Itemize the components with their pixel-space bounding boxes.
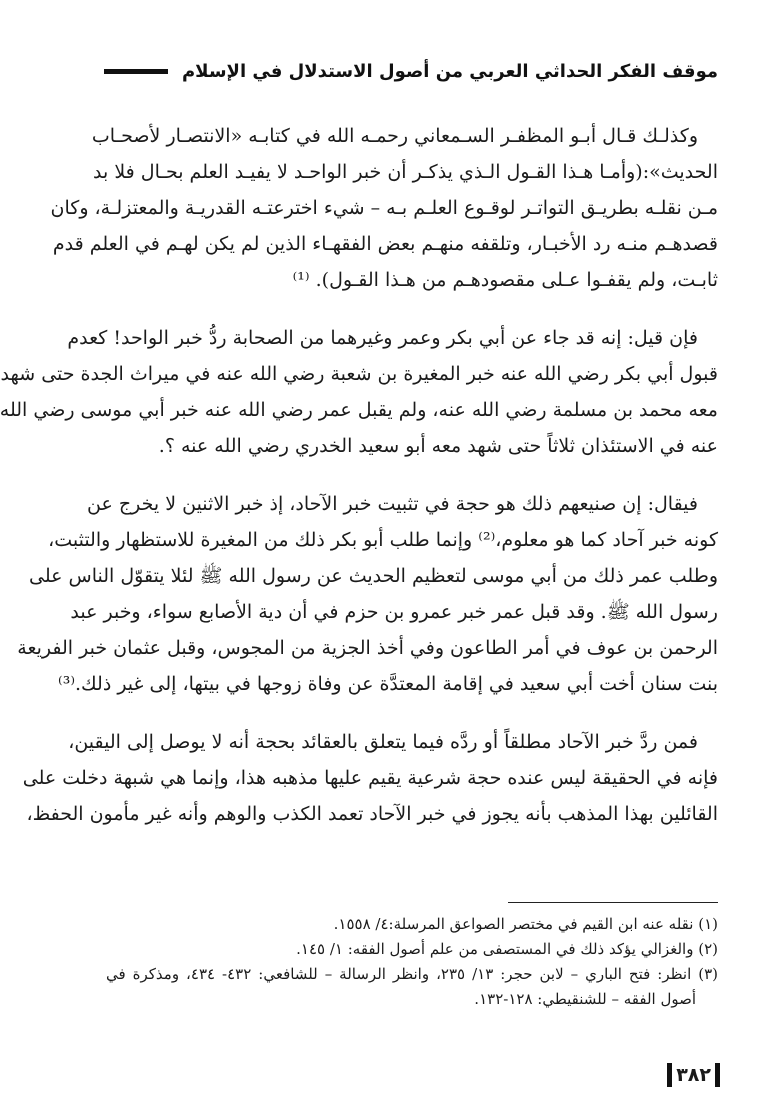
text-line: القائلين بهذا المذهب بأنه يجوز في خبر الآحاد تعمد الكذب والوهم وأنه غير مأمون الحفظ، xyxy=(26,803,718,825)
text-line: رسول الله ﷺ. وقد قبل عمر خبر عمرو بن حزم في أن دية الأصابع سواء، وخبر عبد xyxy=(70,601,718,623)
running-header xyxy=(104,56,718,86)
header-title: موقف الفكر الحداثي العربي من أصول الاستدلال في الإسلام xyxy=(181,60,718,82)
text-line: فمن ردَّ خبر الآحاد مطلقاً أو ردَّه فيما يتعلق بالعقائد بحجة أنه لا يوصل إلى اليقين، xyxy=(68,731,698,753)
text-line: فيقال: إن صنيعهم ذلك هو حجة في تثبيت خبر الآحاد، إذ خبر الاثنين لا يخرج عن xyxy=(87,493,698,515)
footnotes xyxy=(106,912,718,1012)
text-line: وطلب عمر ذلك من أبي موسى لتعظيم الحديث عن رسول الله ﷺ لئلا يتقوّل الناس على xyxy=(29,565,718,587)
body-text xyxy=(0,118,718,854)
paragraph-1 xyxy=(50,118,718,298)
text-line: فإن قيل: إنه قد جاء عن أبي بكر وعمر وغيرهما من الصحابة ردُّ خبر الواحد! كعدم xyxy=(67,327,698,349)
header-rule xyxy=(104,69,168,74)
paragraph-3 xyxy=(17,486,718,702)
text-line: ثابـت، ولم يقفـوا عـلى مقصودهـم من هـذا القـول). ⁽¹⁾ xyxy=(292,269,718,291)
text-line: فإنه في الحقيقة ليس عنده حجة شرعية يقيم عليها مذهبه هذا، وإنما هي شبهة دخلت على xyxy=(22,767,718,789)
paragraph-2 xyxy=(0,320,718,464)
footnote-2: (٢) والغزالي يؤكد ذلك في المستصفى من علم أصول الفقه: ١/ ١٤٥. xyxy=(296,940,718,958)
paragraph-4 xyxy=(22,724,718,832)
text-line: الحديث»:(وأمـا هـذا القـول الـذي يذكـر أن خبر الواحـد لا يفيـد العلم بحـال فلا بد xyxy=(93,161,718,183)
text-line: الرحمن بن عوف في أمر الطاعون وفي أخذ الجزية من المجوس، وقبل عثمان خبر الفريعة xyxy=(17,637,718,659)
page-number xyxy=(667,1062,720,1088)
page-number-text: ٣٨٢ xyxy=(676,1064,711,1086)
text-line: مـن نقلـه بطريـق التواتـر لوقـوع العلـم بـه – شيء اخترعتـه القدريـة والمعتزلـة، وكان xyxy=(50,197,718,219)
footnote-divider xyxy=(508,902,718,903)
text-line: قبول أبي بكر رضي الله عنه خبر المغيرة بن شعبة رضي الله عنه في ميراث الجدة حتى شهد xyxy=(0,363,718,385)
text-line: قصدهـم منـه رد الأخبـار، وتلقفه منهـم بعض الفقهـاء الذين لم يكن لهـم في العلم قدم xyxy=(52,233,718,255)
footnote-3: (٣) انظر: فتح الباري – لابن حجر: ١٣/ ٢٣٥، وانظر الرسالة – للشافعي: ٤٣٢- ٤٣٤، ومذكرة في xyxy=(106,965,718,983)
text-line: معه محمد بن مسلمة رضي الله عنه، ولم يقبل عمر رضي الله عنه خبر أبي موسى رضي الله xyxy=(0,399,718,421)
page-number-bar-right xyxy=(715,1063,720,1087)
text-line: كونه خبر آحاد كما هو معلوم،⁽²⁾ وإنما طلب أبو بكر ذلك من المغيرة للاستظهار والتثبت، xyxy=(48,529,718,551)
footnote-3-continued: أصول الفقه – للشنقيطي: ١٢٨-١٣٢. xyxy=(474,990,696,1008)
text-line: عنه في الاستئذان ثلاثاً حتى شهد معه أبو سعيد الخدري رضي الله عنه ؟. xyxy=(158,435,718,457)
text-line: وكذلـك قـال أبـو المظفـر السـمعاني رحمـه الله في كتابـه «الانتصـار لأصحـاب xyxy=(91,125,698,147)
page-number-bar-left xyxy=(667,1063,672,1087)
text-line: بنت سنان أخت أبي سعيد في إقامة المعتدَّة عن وفاة زوجها في بيتها، إلى غير ذلك.⁽³⁾ xyxy=(58,673,718,695)
footnote-1: (١) نقله عنه ابن القيم في مختصر الصواعق المرسلة:٤/ ١٥٥٨. xyxy=(333,915,718,933)
